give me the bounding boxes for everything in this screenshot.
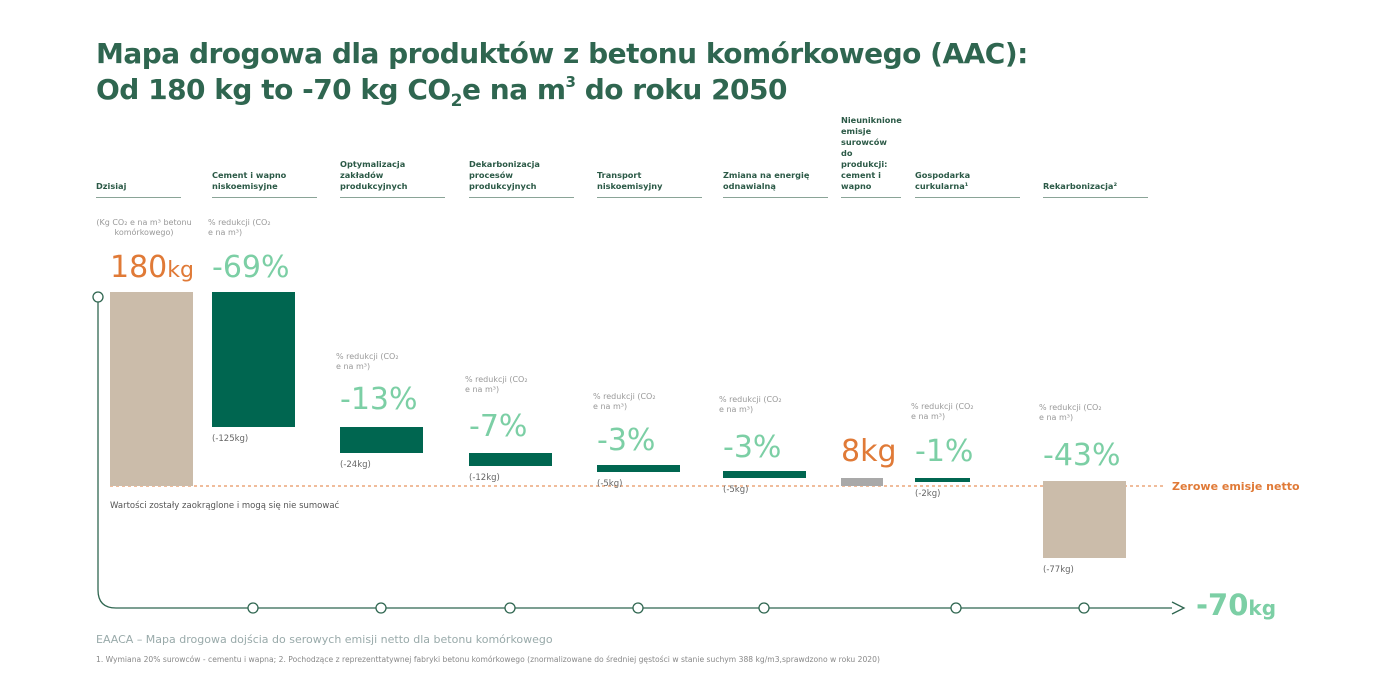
footnote: 1. Wymiana 20% surowców - cementu i wapna; 2. Pochodzące z reprezenttatywnej fabryki betonu komórkowego (znormalizowane do średniej gęstości w stanie suchym 388 kg/m3,sprawdzono w roku 2020) xyxy=(96,655,880,664)
kg-label: (-77kg) xyxy=(1043,565,1074,575)
column-header: Transport niskoemisyjny xyxy=(597,170,663,191)
timeline-node xyxy=(633,603,643,613)
column-header-rule xyxy=(841,197,901,198)
title-subscript: 2 xyxy=(450,91,463,111)
timeline-start-node xyxy=(93,292,103,302)
title-line-1: Mapa drogowa dla produktów z betonu komórkowego (AAC): xyxy=(96,37,1028,70)
bar-8 xyxy=(915,478,970,482)
big-value-label: -3% xyxy=(597,423,656,458)
column-header-rule xyxy=(469,197,574,198)
timeline-node xyxy=(1079,603,1089,613)
bar-2 xyxy=(212,292,295,427)
column-header: Dzisiaj xyxy=(96,181,127,191)
unit-label: % redukcji (CO₂ e na m³) xyxy=(208,218,271,237)
caption: EAACA – Mapa drogowa dojścia do serowych emisji netto dla betonu komórkowego xyxy=(96,633,553,646)
bar-9 xyxy=(1043,481,1126,558)
bar-4 xyxy=(469,453,552,466)
unit-label: % redukcji (CO₂ e na m³) xyxy=(593,392,656,411)
kg-label: (-125kg) xyxy=(212,434,249,444)
kg-label: (-12kg) xyxy=(469,473,500,483)
column-header: Gospodarka curkularna¹ xyxy=(915,170,971,191)
kg-label: (-5kg) xyxy=(597,479,623,489)
unit-label: % redukcji (CO₂ e na m³) xyxy=(719,395,782,414)
big-value-label: -69% xyxy=(212,250,290,285)
title-part: e na m xyxy=(462,73,566,106)
timeline-node xyxy=(759,603,769,613)
big-value-label: 180kg xyxy=(110,250,194,285)
column-header-rule xyxy=(723,197,828,198)
unit-label: % redukcji (CO₂ e na m³) xyxy=(911,402,974,421)
title-part: do roku 2050 xyxy=(575,73,788,106)
title-part: Od 180 kg to -70 kg CO xyxy=(96,73,451,106)
column-header: Cement i wapno niskoemisyjne xyxy=(212,170,287,191)
column-header-rule xyxy=(340,197,445,198)
big-value-label: -3% xyxy=(723,430,782,465)
bar-1 xyxy=(110,292,193,486)
title-superscript: 3 xyxy=(565,73,576,91)
big-value-unit: kg xyxy=(167,258,194,283)
bar-3 xyxy=(340,427,423,453)
kg-label: (-2kg) xyxy=(915,489,941,499)
column-header: Nieuniknione emisje surowców do produkcji: cement i wapno xyxy=(841,115,902,191)
column-header: Dekarbonizacja procesów produkcyjnych xyxy=(469,159,540,191)
bar-6 xyxy=(723,471,806,478)
big-value-label: -7% xyxy=(469,409,528,444)
big-value-label: -43% xyxy=(1043,438,1121,473)
column-header-rule xyxy=(96,197,181,198)
final-value xyxy=(1196,588,1276,622)
timeline-node xyxy=(376,603,386,613)
column-header-rule xyxy=(597,197,702,198)
big-value-label: 8kg xyxy=(841,434,897,469)
bar-7 xyxy=(841,478,883,486)
unit-label: % redukcji (CO₂ e na m³) xyxy=(1039,403,1102,422)
unit-label: (Kg CO₂ e na m³ betonu komórkowego) xyxy=(96,218,192,237)
final-unit: kg xyxy=(1248,596,1277,620)
column-header: Optymalizacja zakładów produkcyjnych xyxy=(340,159,408,191)
column-header: Rekarbonizacja² xyxy=(1043,181,1118,191)
unit-label: % redukcji (CO₂ e na m³) xyxy=(336,352,399,371)
bar-5 xyxy=(597,465,680,472)
timeline-node xyxy=(248,603,258,613)
final-number: -70 xyxy=(1196,588,1249,622)
column-header-rule xyxy=(915,197,1020,198)
kg-label: (-5kg) xyxy=(723,485,749,495)
timeline-arrowhead xyxy=(1172,602,1184,614)
kg-label: (-24kg) xyxy=(340,460,371,470)
timeline-node xyxy=(951,603,961,613)
unit-label: % redukcji (CO₂ e na m³) xyxy=(465,375,528,394)
big-value-label: -13% xyxy=(340,382,418,417)
zero-line-label: Zerowe emisje netto xyxy=(1172,480,1300,493)
column-header-rule xyxy=(212,197,317,198)
column-header-rule xyxy=(1043,197,1148,198)
big-value-label: -1% xyxy=(915,434,974,469)
column-header: Zmiana na energię odnawialną xyxy=(723,170,810,191)
rounding-note: Wartości zostały zaokrąglone i mogą się nie sumować xyxy=(110,501,340,511)
timeline-node xyxy=(505,603,515,613)
